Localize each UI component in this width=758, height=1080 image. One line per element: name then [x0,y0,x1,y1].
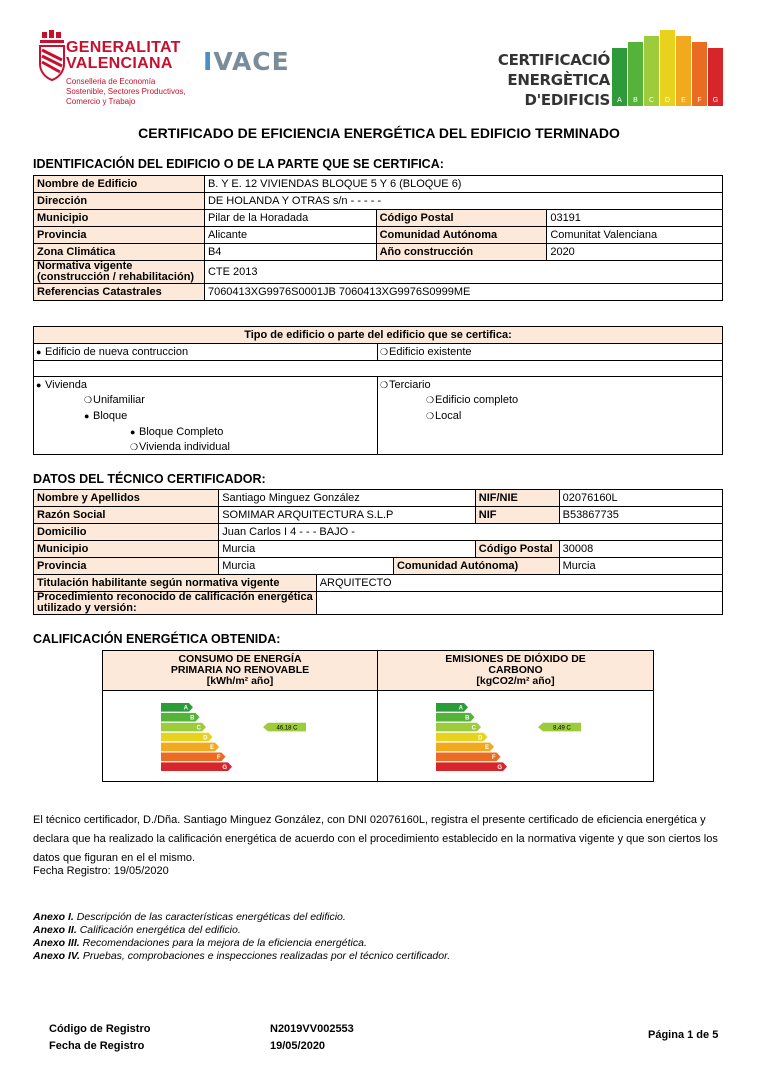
rating-indicator [538,723,581,732]
titulacion-label: Titulación habilitante según normativa vigente [34,575,317,592]
codigo-registro-value: N2019VV002553 [270,1023,354,1035]
tecnico-comunidad-label: Comunidad Autónoma) [393,558,559,575]
tecnico-cp-value: 30008 [559,541,722,558]
svg-text:D: D [203,735,208,742]
option-bloque-completo: ● Bloque Completo [130,426,224,438]
direccion-label: Dirección [34,193,205,210]
svg-text:G: G [222,765,227,771]
section-title-tecnico: DATOS DEL TÉCNICO CERTIFICADOR: [33,472,266,486]
razon-social-value: SOMIMAR ARQUITECTURA S.L.P [219,507,476,524]
rating-bar-a [436,703,468,712]
tecnico-table [33,489,723,615]
page-title: CERTIFICADO DE EFICIENCIA ENERGÉTICA DEL EDIFICIO TERMINADO [138,125,620,141]
rating-bar-c [436,723,481,732]
option-local: ❍Local [426,410,462,422]
svg-text:C: C [648,97,655,104]
ivace-logo: IVACE [203,47,290,76]
tecnico-provincia-label: Provincia [34,558,219,575]
direccion-value: DE HOLANDA Y OTRAS s/n - - - - - [204,193,722,210]
footer-labels [49,1021,150,1055]
svg-text:E: E [209,745,214,752]
provincia-value: Alicante [204,227,376,244]
emisiones-column [378,651,653,781]
page-number: Página 1 de 5 [648,1029,719,1041]
scale-bar-c [644,36,659,106]
razon-social-label: Razón Social [34,507,219,524]
nombre-edificio-value: B. Y E. 12 VIVIENDAS BLOQUE 5 Y 6 (BLOQUE 6) [204,176,722,193]
rating-bar-c [161,723,206,732]
option-vivienda: ● Vivienda [36,379,87,391]
rating-bar-d [436,733,488,742]
tipo-edificio-title: Tipo de edificio o parte del edificio que se certifica: [34,327,722,344]
rating-bar-e [161,743,219,752]
rating-bar-f [161,753,226,762]
codigo-postal-value: 03191 [547,210,723,227]
consumo-column [103,651,378,781]
rating-bar-f [436,753,501,762]
svg-text:D: D [478,735,483,742]
generalitat-shield-icon [36,30,66,88]
procedimiento-value [316,592,722,615]
page-header [0,0,758,120]
tecnico-nombre-value: Santiago Minguez González [219,490,476,507]
scale-bar-b [628,42,643,106]
nombre-edificio-label: Nombre de Edificio [34,176,205,193]
tecnico-provincia-value: Murcia [219,558,394,575]
svg-text:46,18 C: 46,18 C [276,725,298,732]
fecha-registro-text: Fecha Registro: 19/05/2020 [33,865,169,877]
tecnico-cp-label: Código Postal [475,541,559,558]
svg-text:G: G [497,765,502,771]
rating-bar-a [161,703,193,712]
svg-text:A: A [458,705,463,712]
anio-construccion-value: 2020 [547,244,723,261]
comunidad-label: Comunidad Autónoma [376,227,547,244]
option-vivienda-individual: ❍Vivienda individual [130,441,230,453]
codigo-registro-label: Código de Registro [49,1023,151,1035]
scale-bar-a [612,48,627,106]
zona-climatica-value: B4 [204,244,376,261]
tipo-edificio-box [33,326,723,455]
normativa-value: CTE 2013 [204,261,722,284]
svg-text:C: C [471,725,476,732]
svg-text:B: B [465,715,470,722]
org-name: GENERALITAT VALENCIANA [66,39,181,72]
anexo-item: Anexo I. Descripción de las características energéticas del edificio. [33,911,346,923]
svg-text:D: D [664,97,671,104]
footer-values [270,1021,354,1055]
anexo-item: Anexo III. Recomendaciones para la mejora de la eficiencia energética. [33,937,367,949]
org-department: Conselleria de Economía Sostenible, Sectores Productivos, Comercio y Trabajo [66,77,186,106]
tecnico-municipio-value: Murcia [219,541,476,558]
consumo-energy-scale [103,691,378,782]
svg-text:A: A [183,705,188,712]
rating-indicator [263,723,306,732]
municipio-value: Pilar de la Horadada [204,210,376,227]
rating-bar-g [436,762,507,771]
scale-bar-d [660,30,675,106]
fecha-registro-value: 19/05/2020 [270,1040,326,1052]
rating-bar-d [161,733,213,742]
emisiones-header: EMISIONES DE DIÓXIDO DE CARBONO [kgCO2/m² año] [378,651,653,691]
svg-text:G: G [712,97,719,104]
svg-text:E: E [484,745,489,752]
fecha-registro-label: Fecha de Registro [49,1040,145,1052]
referencias-catastrales-label: Referencias Catastrales [34,284,205,301]
svg-text:A: A [617,97,622,104]
option-terciario: ❍Terciario [380,379,431,391]
section-title-identificacion: IDENTIFICACIÓN DEL EDIFICIO O DE LA PARTE QUE SE CERTIFICA: [33,157,444,171]
titulacion-value: ARQUITECTO [316,575,722,592]
anio-construccion-label: Año construcción [376,244,547,261]
scale-bar-f [692,42,707,106]
empresa-nif-value: B53867735 [559,507,722,524]
anexos-list [33,911,450,963]
anexo-item: Anexo II. Calificación energética del edificio. [33,924,241,936]
option-unifamiliar: ❍Unifamiliar [84,394,145,406]
svg-text:F: F [216,755,221,762]
municipio-label: Municipio [34,210,205,227]
option-bloque: ● Bloque [84,410,128,422]
option-edificio-existente: ❍Edificio existente [380,346,472,358]
consumo-header: CONSUMO DE ENERGÍA PRIMARIA NO RENOVABLE [kWh/m² año] [103,651,377,691]
provincia-label: Provincia [34,227,205,244]
domicilio-label: Domicilio [34,524,219,541]
svg-text:E: E [681,97,686,104]
rating-bar-g [161,762,232,771]
scale-bar-e [676,36,691,106]
rating-bar-b [436,713,475,722]
svg-text:B: B [633,97,638,104]
svg-text:F: F [697,97,702,104]
calificacion-table [102,650,654,782]
section-title-calificacion: CALIFICACIÓN ENERGÉTICA OBTENIDA: [33,632,281,646]
tecnico-comunidad-value: Murcia [559,558,722,575]
svg-text:B: B [190,715,195,722]
domicilio-value: Juan Carlos I 4 - - - BAJO - [219,524,723,541]
rating-bar-b [161,713,200,722]
certificacio-title: CERTIFICACIÓ ENERGÈTICA D'EDIFICIS [497,51,610,109]
codigo-postal-label: Código Postal [376,210,547,227]
procedimiento-label: Procedimiento reconocido de calificación energética utilizado y versión: [34,592,317,615]
svg-text:F: F [491,755,496,762]
tecnico-nif-label: NIF/NIE [475,490,559,507]
empresa-nif-label: NIF [475,507,559,524]
declaracion-text: El técnico certificador, D./Dña. Santiago Minguez González, con DNI 02076160L, registra el presente certificado de eficiencia energética y declara que ha realizado la calificación energética de acuerdo con el procedimiento establecido en la normativa vigente y que son ciertos los datos que figuran en el el mismo. [33,814,718,864]
energy-scale-logo [612,28,727,106]
referencias-catastrales-value: 7060413XG9976S0001JB 7060413XG9976S0999ME [204,284,722,301]
emisiones-energy-scale [378,691,653,782]
zona-climatica-label: Zona Climática [34,244,205,261]
svg-text:C: C [196,725,201,732]
option-nueva-construccion: ● Edificio de nueva contruccion [34,344,378,360]
identificacion-table [33,175,723,301]
anexo-item: Anexo IV. Pruebas, comprobaciones e inspecciones realizadas por el técnico certificador. [33,950,451,962]
scale-bar-g [708,48,723,106]
tecnico-nif-value: 02076160L [559,490,722,507]
tecnico-nombre-label: Nombre y Apellidos [34,490,219,507]
rating-bar-e [436,743,494,752]
tecnico-municipio-label: Municipio [34,541,219,558]
svg-text:8,49 C: 8,49 C [553,725,571,732]
normativa-label: Normativa vigente (construcción / rehabilitación) [34,261,205,284]
option-edificio-completo: ❍Edificio completo [426,394,519,406]
comunidad-value: Comunitat Valenciana [547,227,723,244]
